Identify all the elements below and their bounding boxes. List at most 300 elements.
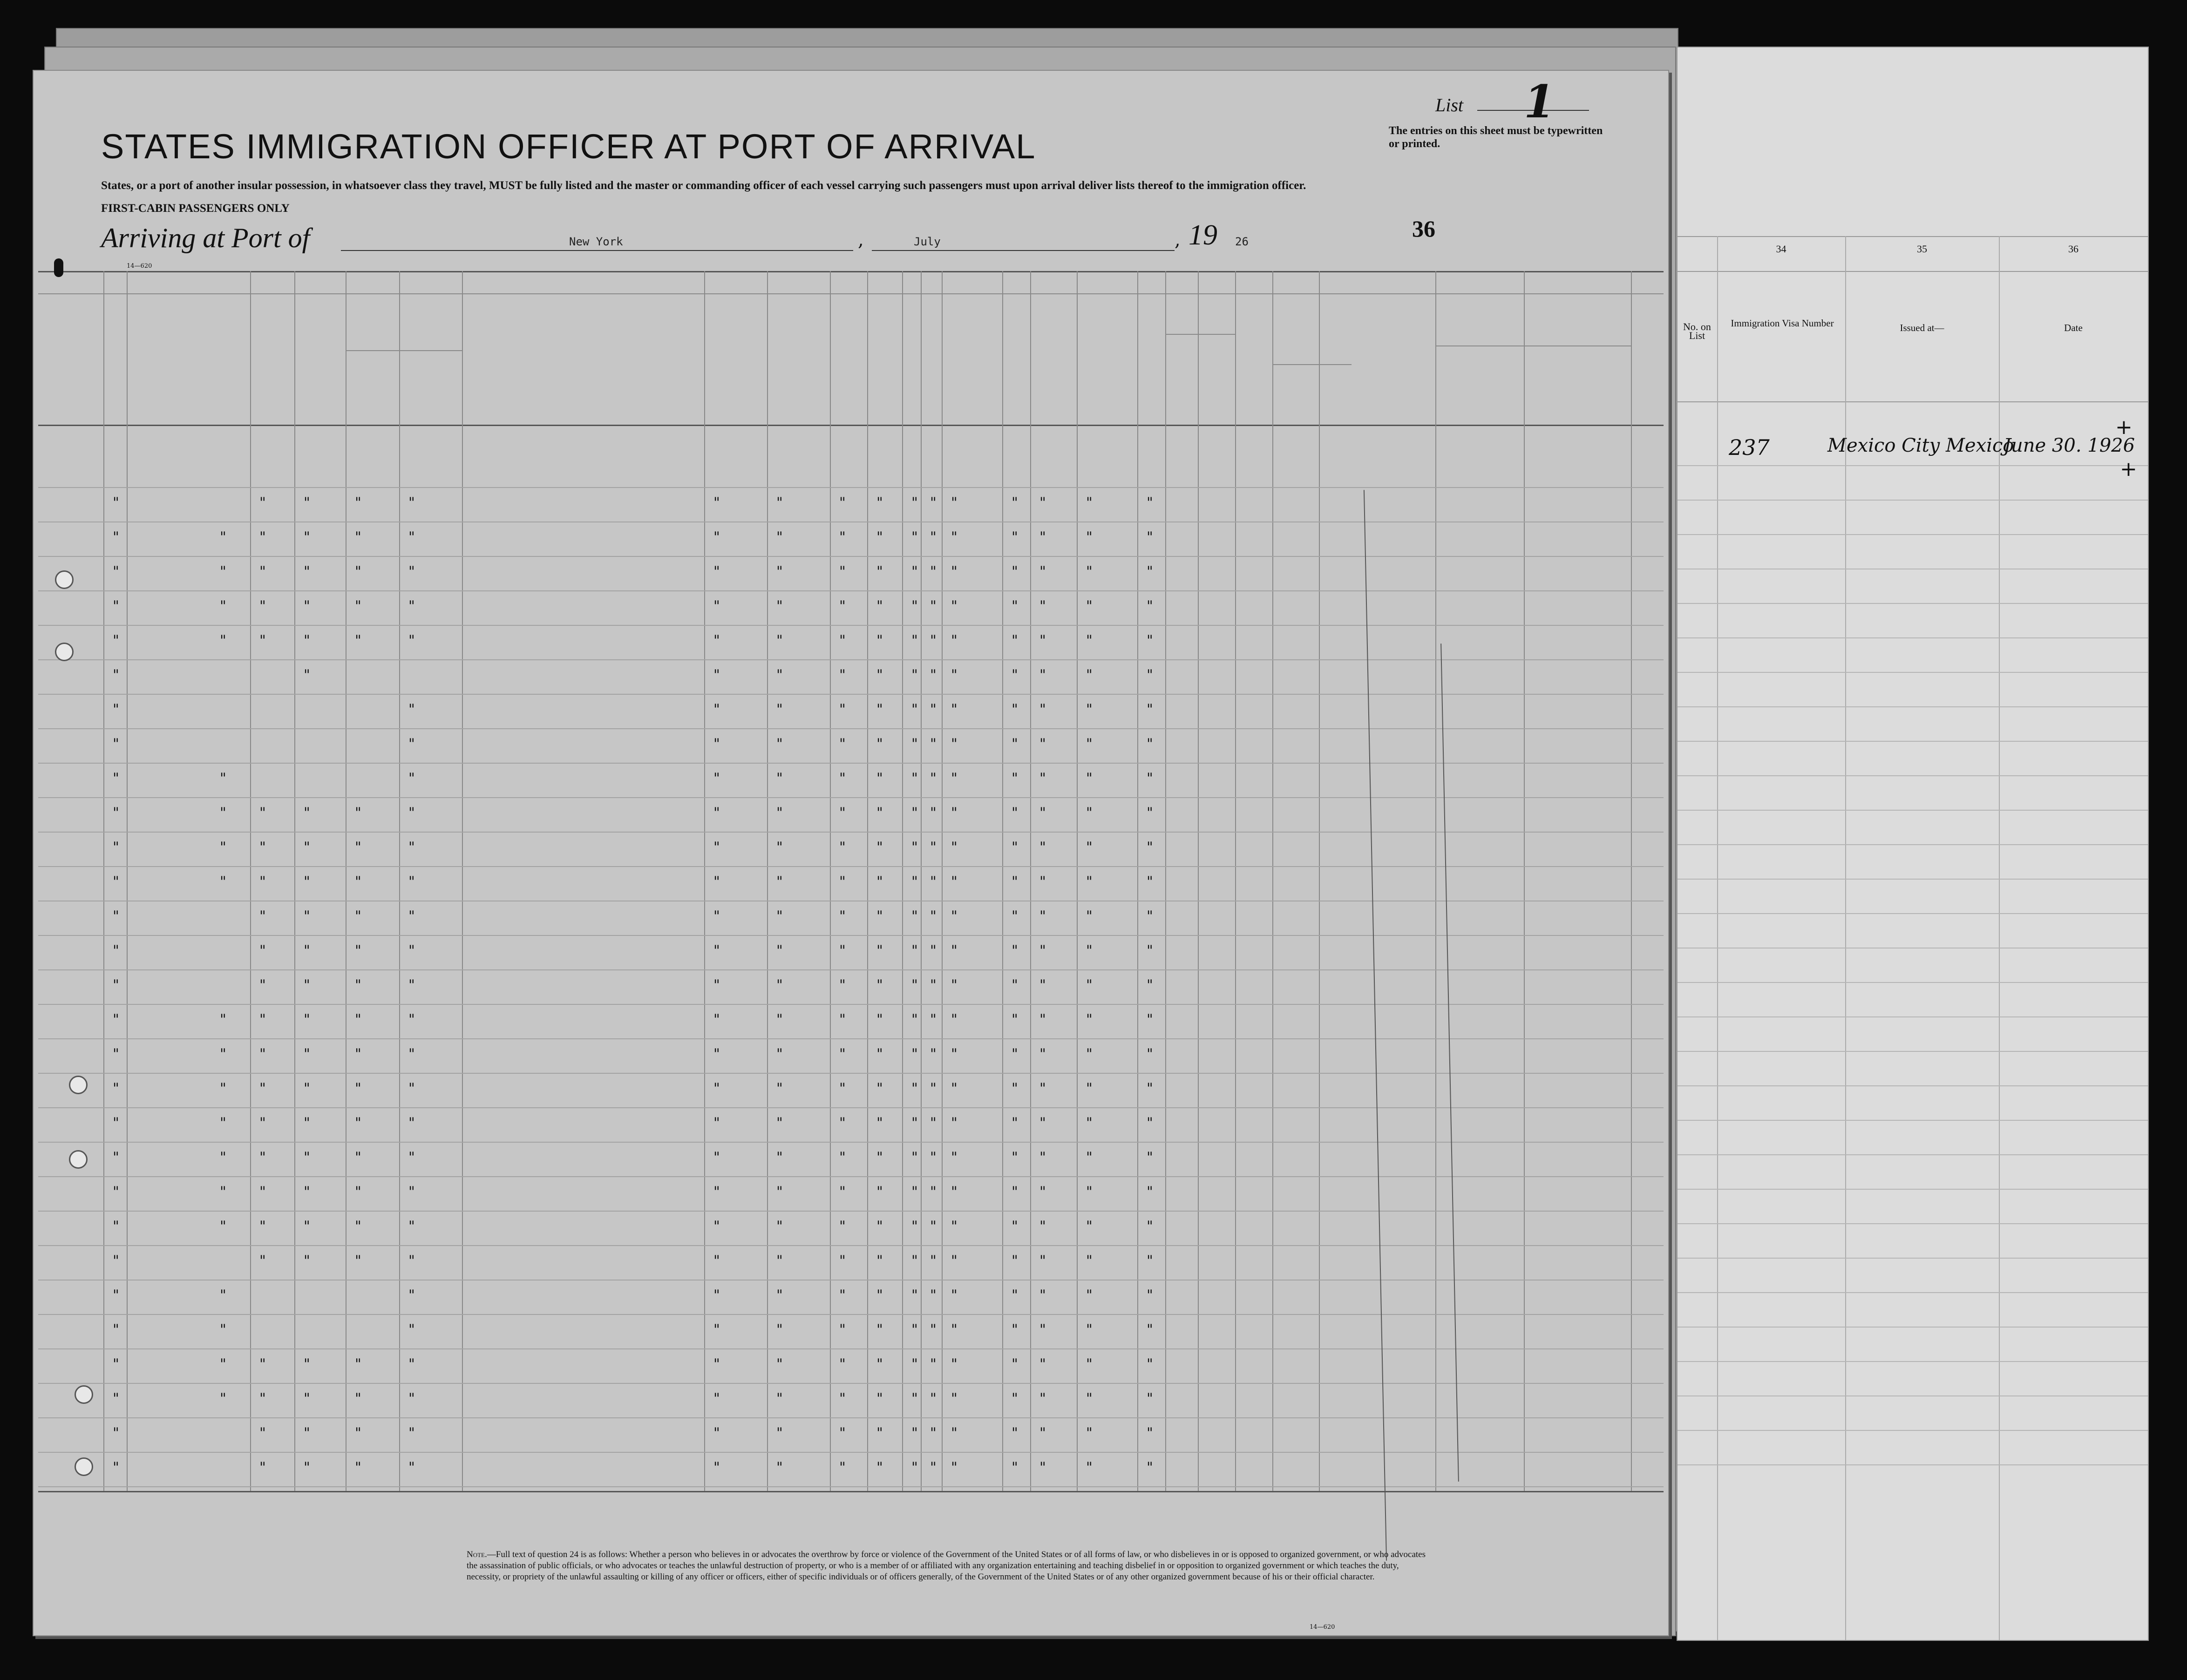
ditto-mark: "	[776, 1425, 783, 1441]
ditto-mark: "	[304, 1011, 310, 1028]
row-rule	[38, 866, 1664, 867]
ditto-mark: "	[839, 1184, 846, 1200]
ditto-mark: "	[876, 1287, 883, 1303]
ditto-mark: "	[1012, 1011, 1018, 1028]
ditto-mark: "	[776, 1080, 783, 1097]
ditto-mark: "	[259, 1080, 266, 1097]
ditto-mark: "	[930, 1253, 937, 1269]
ditto-mark: "	[1147, 1287, 1153, 1303]
right-row-rule	[1678, 465, 2148, 466]
column-rule	[1272, 271, 1273, 1491]
ditto-mark: "	[304, 908, 310, 924]
ditto-mark: "	[776, 874, 783, 890]
right-row-rule	[1678, 741, 2148, 742]
ditto-mark: "	[713, 701, 720, 718]
ditto-mark: "	[930, 942, 937, 959]
ditto-mark: "	[1147, 1253, 1153, 1269]
ditto-mark: "	[776, 839, 783, 855]
ditto-mark: "	[408, 1321, 415, 1338]
ditto-mark: "	[1012, 1459, 1018, 1476]
pencil-stroke	[1440, 644, 1459, 1482]
ditto-mark: "	[951, 770, 958, 786]
ditto-mark: "	[1147, 839, 1153, 855]
ditto-mark: "	[776, 1184, 783, 1200]
ditto-mark: "	[113, 839, 119, 855]
ditto-mark: "	[355, 805, 361, 821]
ditto-mark: "	[220, 632, 226, 649]
ditto-mark: "	[951, 874, 958, 890]
right-row-rule	[1678, 706, 2148, 707]
ditto-mark: "	[1086, 1287, 1093, 1303]
ditto-mark: "	[355, 1253, 361, 1269]
column-rule	[1524, 271, 1525, 1491]
ditto-mark: "	[1086, 1321, 1093, 1338]
ditto-mark: "	[911, 1011, 918, 1028]
ditto-mark: "	[1012, 1356, 1018, 1372]
ditto-mark: "	[930, 1115, 937, 1131]
ditto-mark: "	[1039, 529, 1046, 545]
right-row-rule	[1678, 1395, 2148, 1396]
ditto-mark: "	[951, 1184, 958, 1200]
ditto-mark: "	[259, 977, 266, 993]
right-row-rule	[1678, 1258, 2148, 1259]
ditto-mark: "	[713, 598, 720, 614]
ditto-mark: "	[259, 1459, 266, 1476]
ditto-mark: "	[408, 874, 415, 890]
ditto-mark: "	[951, 1253, 958, 1269]
ditto-mark: "	[951, 1321, 958, 1338]
ditto-mark: "	[1039, 1321, 1046, 1338]
month-underline	[872, 250, 1175, 251]
ditto-mark: "	[930, 1425, 937, 1441]
column-rule	[294, 271, 295, 1491]
column-rule	[1137, 271, 1138, 1491]
ditto-mark: "	[876, 736, 883, 752]
ditto-mark: "	[776, 977, 783, 993]
ditto-mark: "	[911, 1459, 918, 1476]
right-row-rule	[1678, 1085, 2148, 1086]
ditto-mark: "	[1012, 529, 1018, 545]
right-row-rule	[1678, 1223, 2148, 1224]
ditto-mark: "	[1086, 598, 1093, 614]
ditto-mark: "	[408, 1115, 415, 1131]
date-row1: June 30. 1926	[2004, 435, 2135, 456]
ditto-mark: "	[113, 1115, 119, 1131]
note-text: —Full text of question 24 is as follows: Whether a person who believes in or advocates the overthrow by force or violence of the Government of the United States or of all forms of law, or who disbelieves in or is opposed to organized government, or who advocates the assassination of public officials, or who advocates or teaches the unlawful destruction of property, or who is a member of or affiliated with any organization entertaining and teaching disbelief in or opposition to organized government or which teaches the duty, necessity, or propriety of the unlawful assaulting or killing of any officer or officers, either of specific individuals or of officers generally, of the Government of the United States or of any other organized government because of his or their official character.	[467, 1550, 1426, 1582]
ditto-mark: "	[408, 1253, 415, 1269]
ditto-mark: "	[259, 1149, 266, 1165]
rcol-36-num: 36	[2068, 243, 2078, 255]
ditto-mark: "	[911, 805, 918, 821]
ditto-mark: "	[876, 1390, 883, 1407]
row-rule	[38, 1383, 1664, 1384]
row-rule	[38, 694, 1664, 695]
ditto-mark: "	[1012, 1115, 1018, 1131]
ditto-mark: "	[304, 667, 310, 683]
ditto-mark: "	[876, 1356, 883, 1372]
ditto-mark: "	[839, 1080, 846, 1097]
ditto-mark: "	[776, 908, 783, 924]
ditto-mark: "	[839, 839, 846, 855]
ditto-mark: "	[839, 1390, 846, 1407]
ditto-mark: "	[776, 1046, 783, 1062]
ditto-mark: "	[220, 1356, 226, 1372]
right-row-rule	[1678, 672, 2148, 673]
ditto-mark: "	[304, 598, 310, 614]
visa-number-row1: 237	[1729, 435, 1770, 460]
ditto-mark: "	[1086, 805, 1093, 821]
row-rule	[38, 659, 1664, 660]
ditto-mark: "	[355, 1390, 361, 1407]
ditto-mark: "	[355, 1356, 361, 1372]
ditto-mark: "	[876, 805, 883, 821]
ditto-mark: "	[930, 805, 937, 821]
ditto-mark: "	[355, 1080, 361, 1097]
ditto-mark: "	[876, 1149, 883, 1165]
ditto-mark: "	[304, 632, 310, 649]
ditto-mark: "	[839, 908, 846, 924]
ditto-mark: "	[304, 1149, 310, 1165]
continuation-sheet	[1677, 47, 2149, 1641]
ditto-mark: "	[408, 770, 415, 786]
row-rule	[38, 1176, 1664, 1177]
corner-code: 36	[1412, 216, 1435, 242]
ditto-mark: "	[911, 1425, 918, 1441]
ditto-mark: "	[911, 1321, 918, 1338]
column-rule	[1198, 271, 1199, 1491]
ditto-mark: "	[776, 1356, 783, 1372]
issued-at-row1: Mexico City Mexico	[1827, 435, 2014, 456]
ditto-mark: "	[951, 1356, 958, 1372]
ditto-mark: "	[911, 667, 918, 683]
plus-mark: +	[2115, 415, 2133, 439]
rcol-issued-at: Issued at—	[1900, 322, 1944, 333]
column-rule	[1030, 271, 1031, 1491]
column-rule	[1165, 271, 1166, 1491]
ditto-mark: "	[1012, 1425, 1018, 1441]
ditto-mark: "	[951, 977, 958, 993]
ditto-mark: "	[408, 701, 415, 718]
ditto-mark: "	[1039, 805, 1046, 821]
ditto-mark: "	[408, 1287, 415, 1303]
ditto-mark: "	[259, 1011, 266, 1028]
ditto-mark: "	[951, 1011, 958, 1028]
ditto-mark: "	[259, 805, 266, 821]
ditto-mark: "	[839, 874, 846, 890]
column-rule	[462, 271, 463, 1491]
ditto-mark: "	[408, 1459, 415, 1476]
ditto-mark: "	[113, 977, 119, 993]
ditto-mark: "	[1039, 1425, 1046, 1441]
ditto-mark: "	[839, 667, 846, 683]
ditto-mark: "	[1039, 1356, 1046, 1372]
ditto-mark: "	[259, 1425, 266, 1441]
ditto-mark: "	[1039, 770, 1046, 786]
ditto-mark: "	[911, 874, 918, 890]
ditto-mark: "	[839, 563, 846, 580]
ditto-mark: "	[876, 1011, 883, 1028]
column-rule	[1435, 271, 1436, 1491]
ditto-mark: "	[1012, 770, 1018, 786]
ditto-mark: "	[930, 1011, 937, 1028]
ditto-mark: "	[113, 1080, 119, 1097]
right-row-rule	[1678, 534, 2148, 535]
ditto-mark: "	[713, 632, 720, 649]
ditto-mark: "	[876, 1321, 883, 1338]
row-rule	[38, 1486, 1664, 1487]
manifest-sheet	[33, 70, 1669, 1636]
ditto-mark: "	[1147, 1080, 1153, 1097]
binder-hole	[55, 570, 74, 589]
page-title: STATES IMMIGRATION OFFICER AT PORT OF ARRIVAL	[101, 127, 1036, 166]
ditto-mark: "	[1039, 1287, 1046, 1303]
ditto-mark: "	[911, 1218, 918, 1234]
ditto-mark: "	[713, 529, 720, 545]
ditto-mark: "	[930, 563, 937, 580]
ditto-mark: "	[259, 598, 266, 614]
ditto-mark: "	[113, 529, 119, 545]
arriving-label: Arriving at Port of	[101, 223, 310, 253]
ditto-mark: "	[1012, 598, 1018, 614]
ditto-mark: "	[355, 942, 361, 959]
row-rule	[38, 556, 1664, 557]
ditto-mark: "	[911, 1149, 918, 1165]
ditto-mark: "	[1012, 1253, 1018, 1269]
ditto-mark: "	[1039, 1390, 1046, 1407]
ditto-mark: "	[304, 529, 310, 545]
ditto-mark: "	[930, 736, 937, 752]
ditto-mark: "	[355, 839, 361, 855]
ditto-mark: "	[1039, 1115, 1046, 1131]
ditto-mark: "	[408, 1390, 415, 1407]
ditto-mark: "	[713, 1218, 720, 1234]
ditto-mark: "	[911, 908, 918, 924]
rcol-no-on-list: No. on List	[1683, 321, 1711, 341]
column-rule	[704, 271, 705, 1491]
ditto-mark: "	[713, 977, 720, 993]
ditto-mark: "	[408, 1184, 415, 1200]
ditto-mark: "	[1039, 1459, 1046, 1476]
ditto-mark: "	[1147, 1046, 1153, 1062]
ditto-mark: "	[839, 942, 846, 959]
ditto-mark: "	[1039, 667, 1046, 683]
ditto-mark: "	[408, 1149, 415, 1165]
ditto-mark: "	[1086, 1459, 1093, 1476]
ditto-mark: "	[1039, 942, 1046, 959]
ditto-mark: "	[876, 1425, 883, 1441]
ditto-mark: "	[876, 701, 883, 718]
binder-hole	[69, 1150, 88, 1169]
ditto-mark: "	[951, 805, 958, 821]
ditto-mark: "	[259, 1356, 266, 1372]
ditto-mark: "	[259, 1046, 266, 1062]
ditto-mark: "	[1147, 1390, 1153, 1407]
ditto-mark: "	[113, 770, 119, 786]
ditto-mark: "	[1012, 977, 1018, 993]
column-rule	[1002, 271, 1003, 1491]
ditto-mark: "	[1147, 1459, 1153, 1476]
ditto-mark: "	[911, 839, 918, 855]
column-rule	[1631, 271, 1632, 1491]
ditto-mark: "	[713, 667, 720, 683]
right-row-rule	[1678, 810, 2148, 811]
ditto-mark: "	[355, 1459, 361, 1476]
ditto-mark: "	[1147, 942, 1153, 959]
right-row-rule	[1678, 603, 2148, 604]
ditto-mark: "	[876, 839, 883, 855]
header-rule	[1272, 364, 1352, 365]
ditto-mark: "	[113, 1149, 119, 1165]
ditto-mark: "	[839, 632, 846, 649]
ditto-mark: "	[951, 1287, 958, 1303]
row-rule	[38, 763, 1664, 764]
ditto-mark: "	[930, 632, 937, 649]
row-rule	[38, 590, 1664, 591]
footer-code: 14—620	[1310, 1624, 1335, 1631]
ditto-mark: "	[1039, 563, 1046, 580]
ditto-mark: "	[355, 495, 361, 511]
ditto-mark: "	[304, 874, 310, 890]
ditto-mark: "	[355, 563, 361, 580]
ditto-mark: "	[876, 770, 883, 786]
ditto-mark: "	[1147, 1218, 1153, 1234]
ditto-mark: "	[839, 1356, 846, 1372]
ditto-mark: "	[113, 908, 119, 924]
ditto-mark: "	[259, 1115, 266, 1131]
ditto-mark: "	[713, 1356, 720, 1372]
ditto-mark: "	[713, 1184, 720, 1200]
right-row-rule	[1678, 637, 2148, 638]
ditto-mark: "	[304, 1184, 310, 1200]
ditto-mark: "	[911, 1390, 918, 1407]
ditto-mark: "	[776, 770, 783, 786]
ditto-mark: "	[876, 495, 883, 511]
ditto-mark: "	[951, 1459, 958, 1476]
right-row-rule	[1678, 1120, 2148, 1121]
ditto-mark: "	[220, 839, 226, 855]
column-rule	[1235, 271, 1236, 1491]
ditto-mark: "	[839, 1046, 846, 1062]
ditto-mark: "	[1147, 563, 1153, 580]
ditto-mark: "	[113, 495, 119, 511]
column-rule	[921, 271, 922, 1491]
right-row-rule	[1678, 913, 2148, 914]
ditto-mark: "	[930, 1356, 937, 1372]
row-rule	[38, 487, 1664, 488]
ditto-mark: "	[776, 701, 783, 718]
ditto-mark: "	[951, 667, 958, 683]
ditto-mark: "	[930, 908, 937, 924]
ditto-mark: "	[1147, 632, 1153, 649]
column-rule	[830, 271, 831, 1491]
ditto-mark: "	[1147, 874, 1153, 890]
ditto-mark: "	[1039, 839, 1046, 855]
ditto-mark: "	[113, 1287, 119, 1303]
ditto-mark: "	[930, 667, 937, 683]
binder-hole	[69, 1076, 88, 1094]
ditto-mark: "	[713, 839, 720, 855]
ditto-mark: "	[113, 1011, 119, 1028]
ditto-mark: "	[876, 1459, 883, 1476]
ditto-mark: "	[1012, 563, 1018, 580]
ditto-mark: "	[911, 1046, 918, 1062]
ditto-mark: "	[713, 736, 720, 752]
right-row-rule	[1678, 879, 2148, 880]
ditto-mark: "	[876, 632, 883, 649]
ditto-mark: "	[408, 942, 415, 959]
ditto-mark: "	[713, 495, 720, 511]
ditto-mark: "	[1086, 1356, 1093, 1372]
ditto-mark: "	[1086, 1253, 1093, 1269]
ditto-mark: "	[408, 529, 415, 545]
ditto-mark: "	[911, 529, 918, 545]
ditto-mark: "	[1039, 1184, 1046, 1200]
ditto-mark: "	[876, 1080, 883, 1097]
ditto-mark: "	[1012, 632, 1018, 649]
ditto-mark: "	[304, 1115, 310, 1131]
ditto-mark: "	[1147, 667, 1153, 683]
binder-hole	[75, 1385, 93, 1404]
ditto-mark: "	[408, 805, 415, 821]
ditto-mark: "	[876, 908, 883, 924]
ditto-mark: "	[951, 598, 958, 614]
ditto-mark: "	[1086, 942, 1093, 959]
ditto-mark: "	[355, 1046, 361, 1062]
ditto-mark: "	[951, 701, 958, 718]
ditto-mark: "	[776, 1253, 783, 1269]
right-row-rule	[1678, 1430, 2148, 1431]
right-row-rule	[1678, 1361, 2148, 1362]
ditto-mark: "	[304, 1218, 310, 1234]
ditto-mark: "	[408, 598, 415, 614]
ditto-mark: "	[930, 1459, 937, 1476]
ditto-mark: "	[1147, 1356, 1153, 1372]
ditto-mark: "	[1147, 701, 1153, 718]
ditto-mark: "	[911, 598, 918, 614]
ditto-mark: "	[839, 805, 846, 821]
port-value: New York	[569, 235, 623, 248]
ditto-mark: "	[839, 736, 846, 752]
ditto-mark: "	[911, 770, 918, 786]
ditto-mark: "	[220, 1011, 226, 1028]
ditto-mark: "	[408, 839, 415, 855]
rcol-35-num: 35	[1917, 243, 1927, 255]
ditto-mark: "	[1086, 632, 1093, 649]
ditto-mark: "	[355, 1011, 361, 1028]
ditto-mark: "	[220, 1149, 226, 1165]
ditto-mark: "	[839, 1321, 846, 1338]
ditto-mark: "	[220, 874, 226, 890]
comma: ,	[858, 229, 864, 251]
ditto-mark: "	[1039, 701, 1046, 718]
ditto-mark: "	[1086, 1011, 1093, 1028]
ditto-mark: "	[304, 1356, 310, 1372]
ditto-mark: "	[1147, 1184, 1153, 1200]
ditto-mark: "	[113, 805, 119, 821]
ditto-mark: "	[220, 598, 226, 614]
ditto-mark: "	[713, 942, 720, 959]
ditto-mark: "	[1086, 977, 1093, 993]
ditto-mark: "	[259, 942, 266, 959]
ditto-mark: "	[1147, 598, 1153, 614]
ditto-mark: "	[930, 1046, 937, 1062]
row-rule	[38, 1452, 1664, 1453]
ditto-mark: "	[930, 1080, 937, 1097]
ditto-mark: "	[951, 529, 958, 545]
column-rule	[902, 271, 903, 1491]
list-label: List	[1435, 95, 1464, 115]
rcol-34-num: 34	[1776, 243, 1786, 255]
